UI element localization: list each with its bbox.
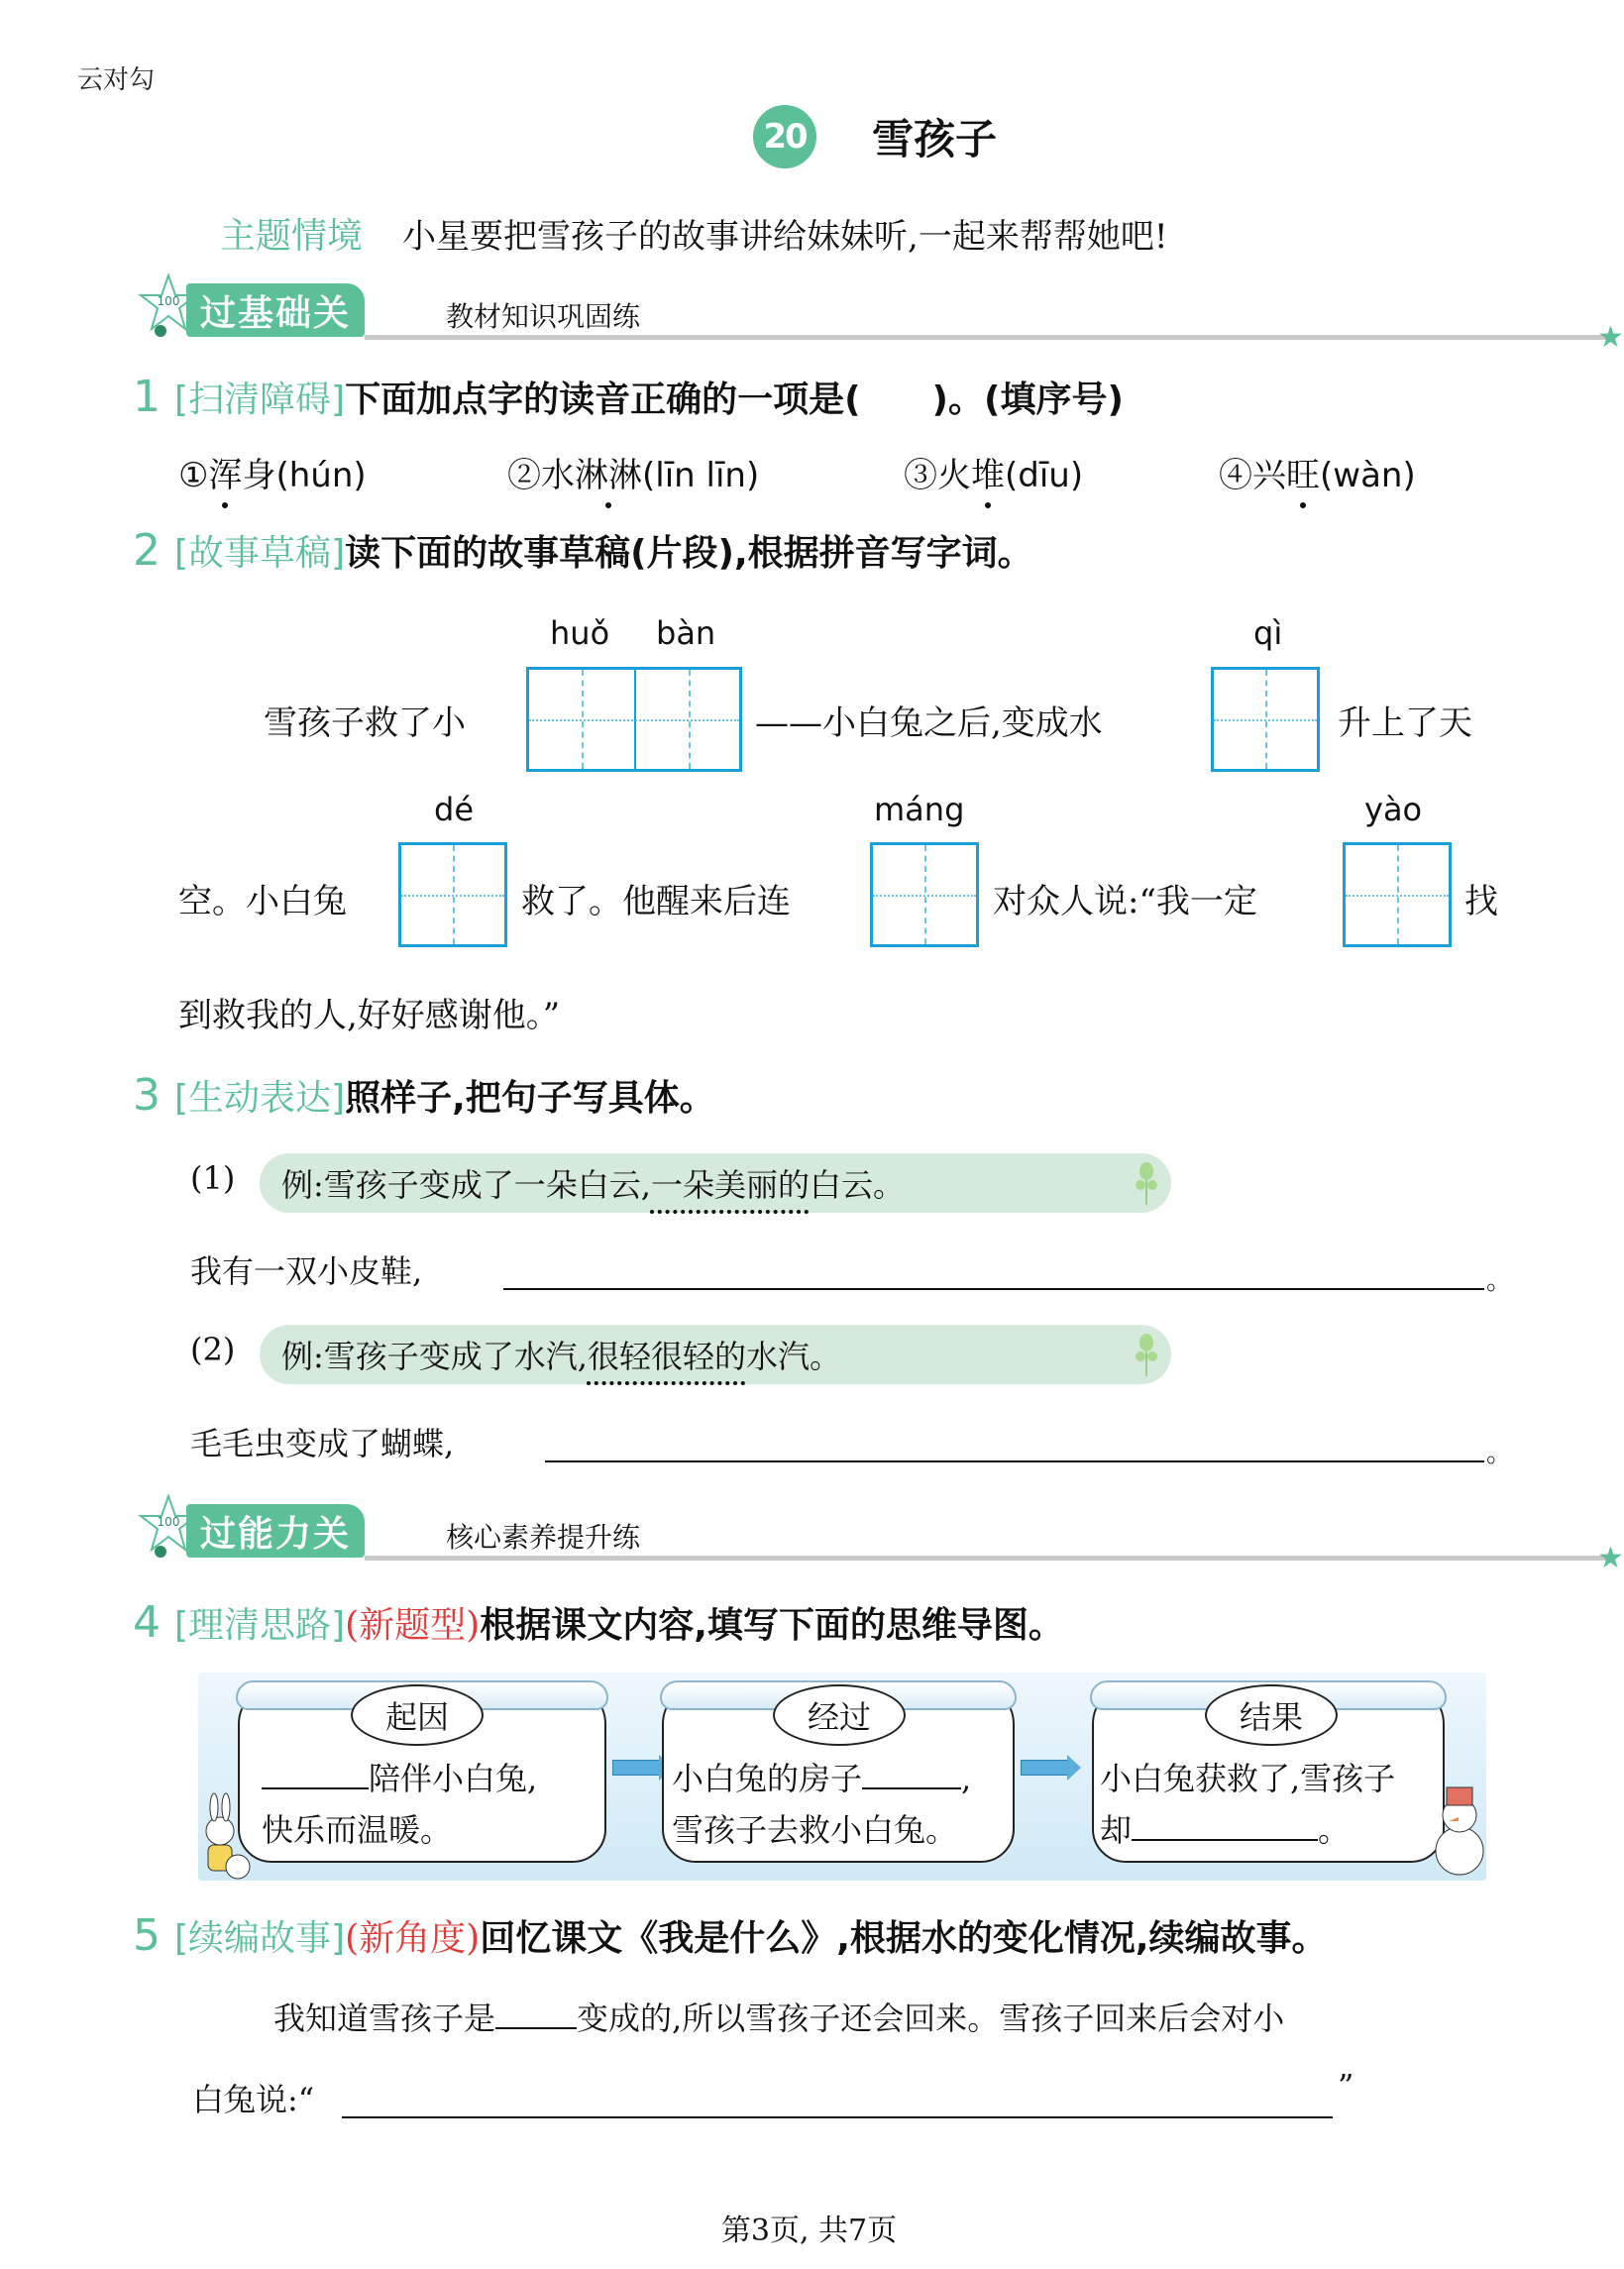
option-mark: ③ [904, 456, 937, 495]
story-text: 雪孩子救了小 [264, 703, 466, 743]
option-pinyin: (līn līn) [642, 456, 760, 495]
option-4 [1219, 448, 1416, 496]
section-banner-ability [139, 1494, 1624, 1575]
option-text: 兴 [1252, 456, 1286, 495]
question-tag: [理清思路] [174, 1605, 346, 1646]
svg-text:100: 100 [157, 294, 180, 308]
section-tab: 过基础关 [186, 283, 365, 337]
node-text: 小白兔获救了,雪孩子 [1100, 1760, 1396, 1797]
story-text: 到救我的人,好好感谢他。” [178, 996, 561, 1035]
question-tag: [扫清障碍] [174, 379, 346, 420]
lesson-number-badge: 20 [753, 105, 816, 168]
node-text: 雪孩子去救小白兔。 [672, 1811, 958, 1849]
section-subtitle: 教材知识巩固练 [446, 300, 641, 333]
node-text: 却 [1100, 1811, 1133, 1849]
dotted-char [575, 448, 642, 496]
answer-line[interactable] [342, 2116, 1333, 2118]
item-number: (2) [190, 1331, 236, 1368]
page-number: 第3页, 共7页 [720, 2214, 898, 2248]
theme-label: 主题情境 [220, 216, 364, 257]
lesson-header [753, 97, 997, 176]
question-tag: [故事草稿] [174, 533, 346, 574]
theme-text: 小星要把雪孩子的故事讲给妹妹听,一起来帮帮她吧! [402, 217, 1168, 257]
question-1-header [133, 372, 1124, 422]
dotted-char: 堆 [971, 448, 1005, 496]
question-stem: 照样子,把句子写具体。 [345, 1078, 715, 1119]
sprout-icon [1134, 1161, 1159, 1205]
question-2-header [133, 525, 1033, 576]
item-number: (1) [190, 1159, 236, 1197]
story-text: 白兔说:“ [192, 2081, 315, 2118]
node-text: 快乐而温暖。 [262, 1811, 453, 1849]
dotted-char: 浑 [208, 448, 242, 496]
option-mark: ① [178, 456, 209, 495]
option-text: 水 [541, 456, 575, 495]
end-punct: 。 [1486, 1439, 1513, 1468]
writing-grid-yao[interactable] [1343, 842, 1452, 947]
question-badge: (新题型) [345, 1605, 481, 1646]
end-punct: 。 [1486, 1266, 1513, 1296]
example-pill [260, 1153, 1171, 1213]
question-number: 4 [133, 1597, 161, 1648]
writing-grid-qi[interactable] [1211, 667, 1320, 772]
story-paragraph [273, 1994, 1284, 2039]
question-3-header [133, 1070, 715, 1121]
story-text: 变成的,所以雪孩子还会回来。雪孩子回来后会对小 [577, 1999, 1285, 2037]
question-number: 5 [133, 1910, 161, 1961]
snowman-icon [1433, 1782, 1486, 1881]
pinyin-yao: yào [1364, 791, 1423, 828]
node-title: 起因 [351, 1684, 484, 1746]
node-text: 小白兔的房子 [672, 1760, 863, 1797]
lesson-title: 雪孩子 [872, 115, 998, 163]
example-text: 水汽。 [745, 1338, 841, 1375]
option-1 [178, 448, 367, 496]
svg-text:100: 100 [157, 1515, 180, 1529]
question-5-header [133, 1910, 1328, 1961]
node-text: , [961, 1760, 972, 1797]
example-text: 白云。 [809, 1166, 905, 1204]
blank[interactable] [262, 1758, 369, 1789]
story-text: 对众人说:“我一定 [993, 882, 1257, 921]
option-3 [904, 448, 1083, 496]
pinyin-de: dé [434, 791, 474, 828]
writing-grid-mang[interactable] [870, 842, 979, 947]
prompt-text: 我有一双小皮鞋, [190, 1252, 423, 1290]
question-number: 2 [133, 525, 161, 576]
blank[interactable] [495, 1998, 577, 2029]
blank[interactable] [862, 1758, 961, 1789]
brand-label: 云对勾 [77, 65, 156, 95]
node-process [662, 1684, 1015, 1863]
section-banner-basic [139, 273, 1624, 355]
option-2 [507, 448, 759, 496]
node-cause [238, 1684, 606, 1863]
prompt-text: 毛毛虫变成了蝴蝶, [190, 1425, 455, 1462]
dotted-text: 很轻很轻的 [587, 1338, 746, 1375]
option-text: 身 [242, 456, 276, 495]
dotted-phrase [651, 1160, 810, 1206]
sprout-icon [1134, 1333, 1159, 1376]
story-text: 我知道雪孩子是 [273, 1999, 496, 2037]
node-text: 。 [1318, 1811, 1351, 1849]
option-pinyin: (hún) [275, 456, 367, 495]
story-text: 升上了天 [1338, 703, 1472, 743]
node-result [1092, 1684, 1445, 1863]
option-pinyin: (wàn) [1320, 456, 1416, 495]
question-4-header [133, 1597, 1064, 1648]
arrow-icon [612, 1760, 660, 1776]
arrow-icon [1021, 1760, 1068, 1776]
writing-grid-huoban[interactable] [526, 667, 742, 772]
example-pill [260, 1325, 1171, 1384]
mind-map [198, 1673, 1486, 1881]
pinyin-huo: huǒ [550, 614, 610, 652]
answer-line[interactable] [545, 1460, 1484, 1462]
theme-row [220, 208, 1168, 259]
pinyin-mang: máng [874, 791, 965, 828]
rabbit-icon [198, 1791, 248, 1881]
question-tag: [续编故事] [174, 1918, 346, 1959]
end-star-icon: ★ [1597, 1541, 1624, 1575]
close-quote: ” [1338, 2067, 1354, 2105]
story-text: 空。小白兔 [178, 882, 347, 921]
section-subtitle: 核心素养提升练 [446, 1521, 641, 1554]
story-text: 找 [1464, 882, 1498, 921]
option-text: 火 [937, 456, 971, 495]
question-badge: (新角度) [345, 1918, 481, 1959]
section-rule [365, 335, 1608, 340]
writing-grid-de[interactable] [398, 842, 507, 947]
end-star-icon: ★ [1597, 320, 1624, 355]
question-number: 3 [133, 1070, 161, 1121]
option-mark: ④ [1219, 456, 1252, 495]
story-text: ——小白兔之后,变成水 [755, 703, 1103, 743]
node-text: 陪伴小白兔, [369, 1760, 538, 1797]
option-pinyin: (dīu) [1005, 456, 1084, 495]
question-stem: 回忆课文《我是什么》,根据水的变化情况,续编故事。 [480, 1918, 1328, 1959]
pinyin-ban: bàn [656, 614, 716, 652]
dotted-text: 淋淋 [575, 456, 642, 495]
question-number: 1 [133, 372, 161, 422]
section-rule [365, 1556, 1608, 1561]
node-title: 结果 [1205, 1684, 1338, 1746]
section-tab: 过能力关 [186, 1504, 365, 1558]
option-mark: ② [507, 456, 541, 495]
node-title: 经过 [773, 1684, 906, 1746]
question-stem: 根据课文内容,填写下面的思维导图。 [480, 1605, 1064, 1646]
example-text: 例:雪孩子变成了水汽, [281, 1338, 588, 1375]
pinyin-qi: qì [1253, 614, 1283, 652]
blank[interactable] [1132, 1809, 1318, 1841]
example-text: 例:雪孩子变成了一朵白云, [281, 1166, 651, 1204]
dotted-char: 旺 [1286, 448, 1320, 496]
story-text: 救了。他醒来后连 [521, 882, 791, 921]
answer-line[interactable] [503, 1288, 1484, 1290]
dotted-text: 一朵美丽的 [650, 1166, 810, 1204]
question-stem: 下面加点字的读音正确的一项是( )。(填序号) [345, 379, 1124, 420]
question-stem: 读下面的故事草稿(片段),根据拼音写字词。 [345, 533, 1033, 574]
question-tag: [生动表达] [174, 1078, 346, 1119]
